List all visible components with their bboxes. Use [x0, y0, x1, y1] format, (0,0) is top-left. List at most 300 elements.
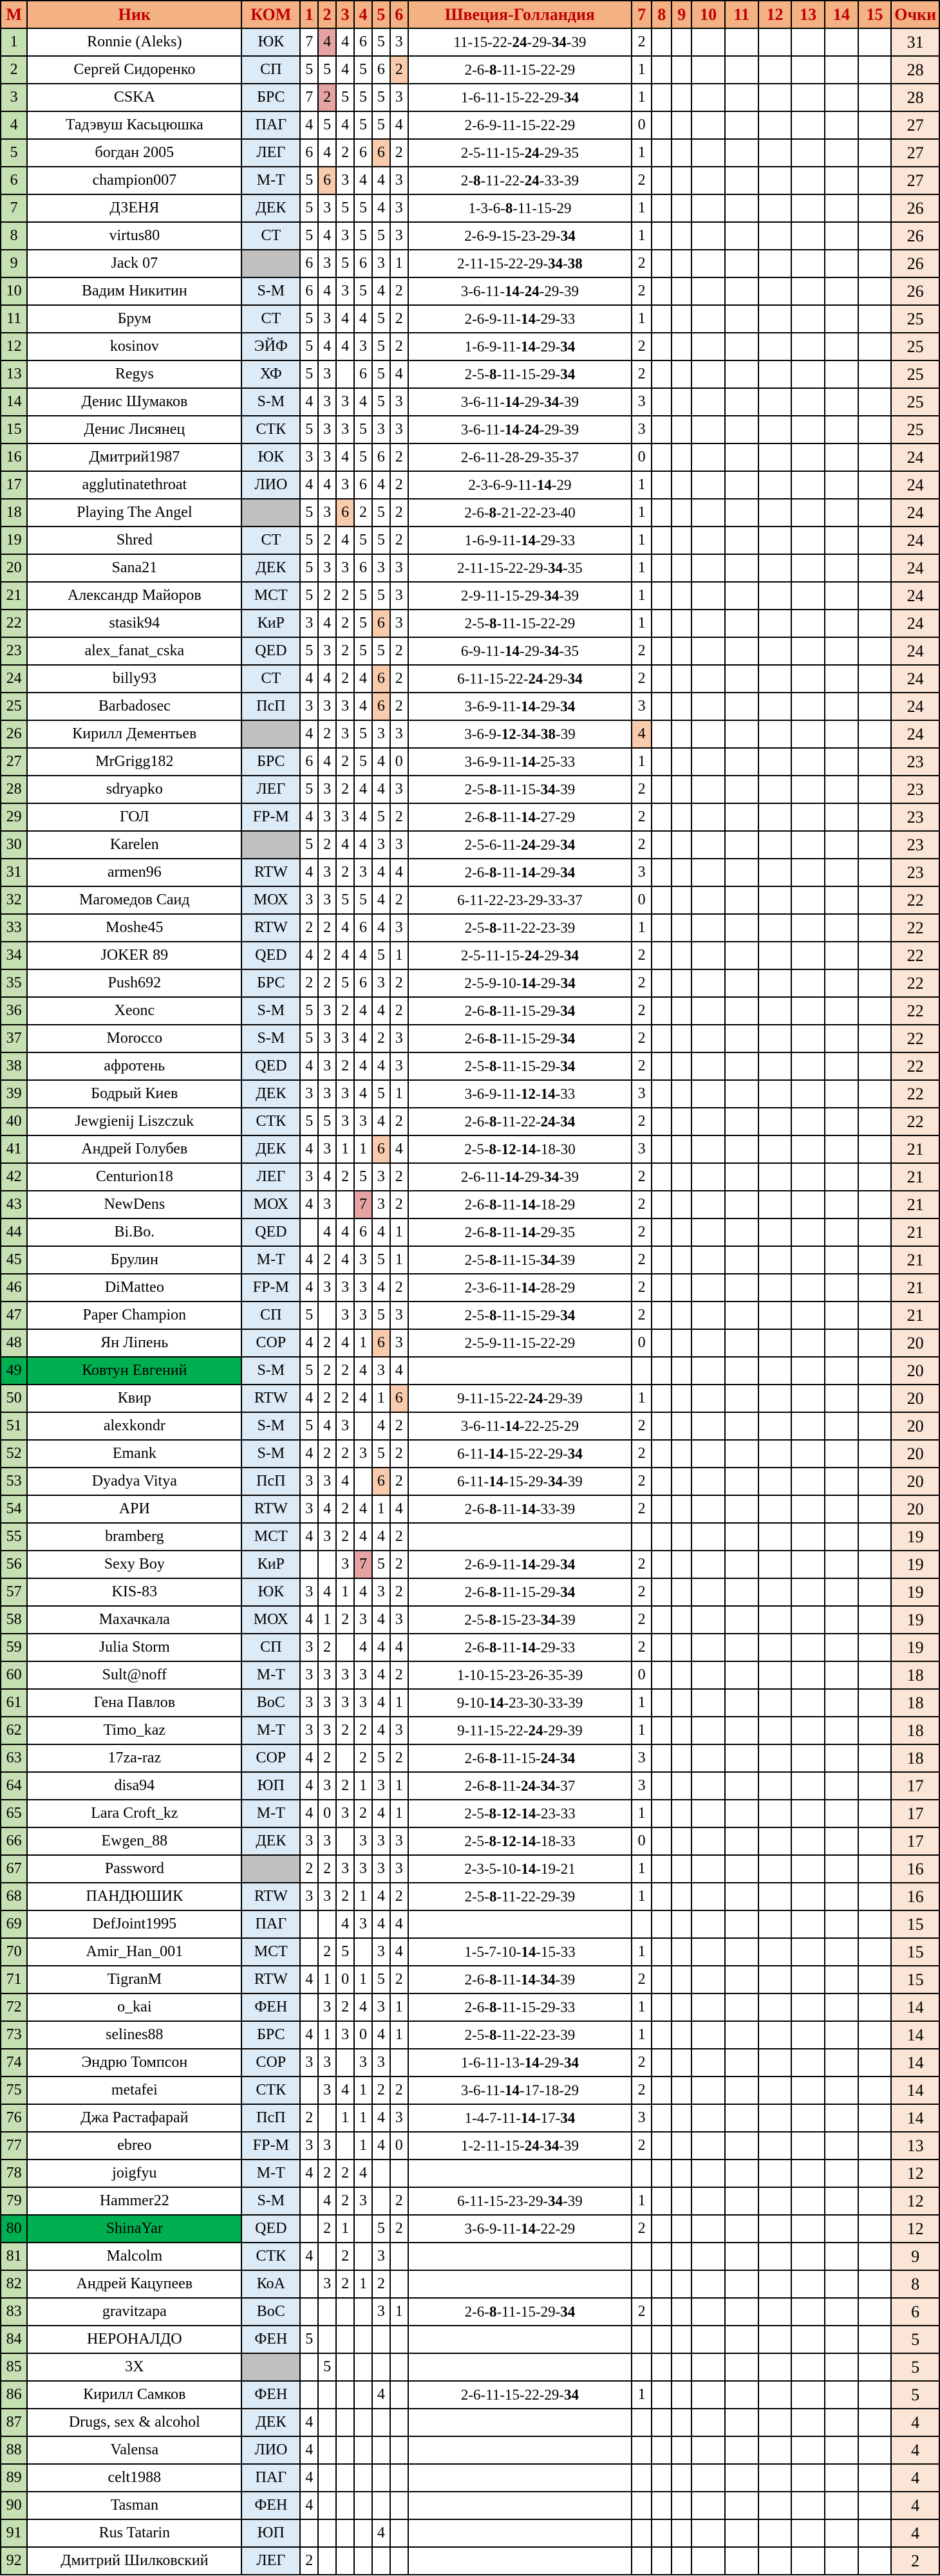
- round-7-cell: 2: [632, 1025, 652, 1052]
- table-row: [1, 1329, 939, 1357]
- prediction-number: 8: [489, 1972, 497, 1988]
- round-3-cell: 2: [336, 1357, 354, 1385]
- round-6-cell: 2: [390, 1578, 408, 1606]
- prediction-number: 2: [464, 311, 473, 327]
- round-11-cell: [725, 1966, 758, 1993]
- round-9-cell: [672, 610, 691, 637]
- round-12-cell: [758, 1163, 792, 1191]
- round-6-cell: 2: [390, 2077, 408, 2104]
- round-3-cell: 5: [336, 886, 354, 914]
- match-prediction-cell: [408, 859, 632, 886]
- prediction-separator: -: [539, 449, 545, 465]
- prediction-separator: -: [484, 1335, 489, 1351]
- prediction-separator: -: [516, 615, 521, 631]
- prediction-separator: -: [484, 1639, 489, 1656]
- round-10-cell: [691, 1523, 725, 1551]
- round-9-cell: [672, 1800, 691, 1827]
- round-3-cell: 2: [336, 637, 354, 665]
- prediction-separator: -: [543, 1722, 549, 1739]
- round-2-cell: [318, 2381, 336, 2409]
- round-10-cell: [691, 554, 725, 582]
- prediction-separator: -: [503, 892, 509, 908]
- prediction-number: 24: [540, 1750, 556, 1766]
- round-4-cell: 3: [354, 1302, 372, 1329]
- round-11-cell: [725, 333, 758, 360]
- round-2-cell: 2: [318, 720, 336, 748]
- prediction-separator: -: [516, 1307, 521, 1323]
- prediction-number: 14: [520, 1280, 536, 1296]
- prediction-separator: -: [472, 1252, 477, 1268]
- round-12-cell: [758, 1495, 792, 1523]
- round-12-cell: [758, 1578, 792, 1606]
- prediction-separator: -: [496, 726, 502, 742]
- prediction-number: 5: [473, 145, 481, 161]
- points-cell: 19: [891, 1578, 939, 1606]
- points-cell: 26: [891, 277, 939, 305]
- prediction-number: 5: [476, 1889, 485, 1905]
- round-6-cell: 2: [390, 1274, 408, 1302]
- round-10-cell: [691, 1772, 725, 1800]
- match-prediction-cell: [408, 1910, 632, 1938]
- round-1-cell: 4: [300, 942, 318, 969]
- prediction-number: 39: [560, 1972, 576, 1988]
- round-5-cell: 4: [372, 1883, 390, 1910]
- prediction-number: 11: [502, 2221, 516, 2237]
- round-1-cell: 4: [300, 1440, 318, 1468]
- nick-cell: Брулин: [27, 1246, 241, 1274]
- prediction-number: 9: [489, 975, 497, 991]
- table-row: [1, 250, 939, 277]
- round-10-cell: [691, 1302, 725, 1329]
- round-11-cell: [725, 1910, 758, 1938]
- round-7-cell: [632, 1523, 652, 1551]
- prediction-number: 29: [540, 1999, 556, 2015]
- round-9-cell: [672, 1246, 691, 1274]
- round-15-cell: [858, 1883, 892, 1910]
- round-7-cell: 2: [632, 1468, 652, 1495]
- round-3-cell: 3: [336, 1302, 354, 1329]
- round-7-cell: [632, 2160, 652, 2187]
- place-cell: 9: [1, 250, 27, 277]
- round-4-cell: 4: [354, 1634, 372, 1661]
- round-11-cell: [725, 1274, 758, 1302]
- prediction-separator: -: [535, 117, 541, 133]
- round-1-cell: [300, 2519, 318, 2547]
- round-13-cell: [791, 1717, 825, 1744]
- round-12-cell: [758, 1800, 792, 1827]
- round-14-cell: [825, 360, 858, 388]
- round-7-cell: 2: [632, 2049, 652, 2077]
- prediction-number: 39: [564, 283, 579, 299]
- match-prediction-cell: [408, 111, 632, 139]
- round-11-cell: [725, 1495, 758, 1523]
- match-prediction-cell: [408, 1191, 632, 1218]
- round-9-cell: [672, 1717, 691, 1744]
- prediction-separator: -: [472, 1197, 477, 1213]
- prediction-number: 3: [464, 698, 473, 714]
- prediction-separator: -: [516, 1501, 521, 1517]
- prediction-number: 15: [520, 1750, 536, 1766]
- round-10-cell: [691, 443, 725, 471]
- match-prediction-cell: [408, 1689, 632, 1717]
- prediction-number: 29: [544, 947, 559, 964]
- prediction-number: 5: [476, 1944, 484, 1960]
- round-14-cell: [825, 776, 858, 803]
- prediction-number: 12: [501, 726, 516, 742]
- table-row: [1, 720, 939, 748]
- place-cell: 12: [1, 333, 27, 360]
- round-9-cell: [672, 1772, 691, 1800]
- round-7-cell: 2: [632, 1246, 652, 1274]
- prediction-number: 22: [508, 1390, 523, 1406]
- prediction-number: 29: [540, 698, 556, 714]
- table-row: [1, 2077, 939, 2104]
- prediction-number: 6: [457, 892, 465, 908]
- round-10-cell: [691, 2021, 725, 2049]
- round-9-cell: [672, 1052, 691, 1080]
- match-prediction-cell: [408, 2243, 632, 2270]
- round-4-cell: [354, 2381, 372, 2409]
- round-2-cell: 2: [318, 1246, 336, 1274]
- prediction-number: 39: [564, 2138, 579, 2154]
- round-6-cell: 1: [390, 2021, 408, 2049]
- round-10-cell: [691, 1938, 725, 1966]
- prediction-separator: -: [516, 1003, 521, 1019]
- prediction-number: 29: [564, 1418, 579, 1434]
- round-10-cell: [691, 56, 725, 84]
- prediction-number: 14: [520, 754, 536, 770]
- table-row: [1, 56, 939, 84]
- match-prediction-cell: [408, 222, 632, 250]
- match-prediction-cell: [408, 1883, 632, 1910]
- round-1-cell: 5: [300, 554, 318, 582]
- round-9-cell: [672, 637, 691, 665]
- round-4-cell: 5: [354, 277, 372, 305]
- round-8-cell: [652, 388, 672, 416]
- prediction-separator: -: [535, 837, 541, 853]
- prediction-separator: -: [496, 1197, 502, 1213]
- prediction-number: 29: [540, 1224, 556, 1240]
- prediction-separator: -: [468, 422, 474, 438]
- round-7-cell: 0: [632, 111, 652, 139]
- prediction-separator: -: [472, 920, 477, 936]
- round-2-cell: 2: [318, 84, 336, 111]
- round-3-cell: 2: [336, 2243, 354, 2270]
- team-cell: ПАГ: [241, 1910, 300, 1938]
- round-8-cell: [652, 2104, 672, 2132]
- team-cell: ЛЕГ: [241, 776, 300, 803]
- prediction-number: 2: [464, 615, 473, 631]
- round-13-cell: [791, 111, 825, 139]
- prediction-number: 39: [564, 173, 579, 189]
- round-14-cell: [825, 2215, 858, 2243]
- round-10-cell: [691, 2353, 725, 2381]
- round-4-cell: 5: [354, 582, 372, 610]
- round-7-cell: 2: [632, 1606, 652, 1634]
- round-9-cell: [672, 167, 691, 194]
- round-10-cell: [691, 693, 725, 720]
- prediction-number: 29: [524, 449, 540, 465]
- prediction-number: 29: [548, 671, 563, 687]
- prediction-separator: -: [523, 1390, 529, 1406]
- prediction-number: 15: [505, 2138, 520, 2154]
- round-8-cell: [652, 1025, 672, 1052]
- prediction-separator: -: [523, 256, 529, 272]
- round-13-cell: [791, 1357, 825, 1385]
- round-5-cell: 1: [372, 1495, 390, 1523]
- round-6-cell: 2: [390, 886, 408, 914]
- round-11-cell: [725, 277, 758, 305]
- round-7-cell: 1: [632, 2187, 652, 2215]
- place-cell: 52: [1, 1440, 27, 1468]
- round-15-cell: [858, 1800, 892, 1827]
- prediction-number: 2: [464, 1501, 473, 1517]
- place-cell: 68: [1, 1883, 27, 1910]
- prediction-number: 39: [564, 394, 579, 410]
- prediction-number: 12: [501, 1833, 516, 1849]
- prediction-number: 11: [518, 477, 532, 493]
- header-round-4: 4: [354, 1, 372, 28]
- round-14-cell: [825, 1966, 858, 1993]
- nick-cell: alex_fanat_cska: [27, 637, 241, 665]
- round-13-cell: [791, 1080, 825, 1108]
- table-row: [1, 610, 939, 637]
- prediction-number: 1: [464, 1944, 472, 1960]
- round-14-cell: [825, 1163, 858, 1191]
- round-1-cell: 4: [300, 1744, 318, 1772]
- round-11-cell: [725, 942, 758, 969]
- prediction-separator: -: [535, 1889, 541, 1905]
- round-1-cell: 5: [300, 1108, 318, 1135]
- prediction-separator: -: [480, 2055, 486, 2071]
- prediction-separator: -: [520, 947, 525, 964]
- round-2-cell: [318, 2409, 336, 2436]
- round-4-cell: 3: [354, 1827, 372, 1855]
- round-3-cell: 3: [336, 1661, 354, 1689]
- round-6-cell: 3: [390, 776, 408, 803]
- prediction-separator: -: [520, 173, 525, 189]
- prediction-number: 29: [544, 2387, 559, 2403]
- round-15-cell: [858, 2381, 892, 2409]
- round-5-cell: 4: [372, 886, 390, 914]
- prediction-number: 6: [473, 2387, 481, 2403]
- round-4-cell: 1: [354, 1135, 372, 1163]
- prediction-number: 33: [560, 1944, 576, 1960]
- place-cell: 4: [1, 111, 27, 139]
- round-6-cell: 3: [390, 1606, 408, 1634]
- table-row: [1, 1274, 939, 1302]
- round-2-cell: 2: [318, 1938, 336, 1966]
- round-1-cell: 3: [300, 1689, 318, 1717]
- round-9-cell: [672, 139, 691, 167]
- team-cell: ЛИО: [241, 2436, 300, 2464]
- round-6-cell: 3: [390, 1717, 408, 1744]
- round-6-cell: 3: [390, 388, 408, 416]
- round-1-cell: [300, 2215, 318, 2243]
- round-8-cell: [652, 1551, 672, 1578]
- prediction-number: 2: [464, 1224, 473, 1240]
- round-3-cell: 2: [336, 1772, 354, 1800]
- place-cell: 73: [1, 2021, 27, 2049]
- prediction-number: 6: [476, 228, 484, 244]
- prediction-separator: -: [496, 920, 502, 936]
- round-12-cell: [758, 2326, 792, 2353]
- round-12-cell: [758, 914, 792, 942]
- round-15-cell: [858, 28, 892, 56]
- team-cell: СП: [241, 56, 300, 84]
- prediction-number: 33: [544, 173, 559, 189]
- prediction-number: 8: [489, 1639, 497, 1656]
- round-1-cell: 3: [300, 1495, 318, 1523]
- round-7-cell: 3: [632, 1772, 652, 1800]
- prediction-number: 15: [520, 1335, 536, 1351]
- round-9-cell: [672, 499, 691, 527]
- round-6-cell: 2: [390, 1191, 408, 1218]
- match-prediction-cell: [408, 2077, 632, 2104]
- prediction-number: 2: [464, 1999, 473, 2015]
- place-cell: 11: [1, 305, 27, 333]
- round-10-cell: [691, 637, 725, 665]
- round-12-cell: [758, 1827, 792, 1855]
- nick-cell: Emank: [27, 1440, 241, 1468]
- round-3-cell: 4: [336, 1246, 354, 1274]
- round-8-cell: [652, 499, 672, 527]
- prediction-number: 11: [502, 117, 516, 133]
- prediction-separator: -: [484, 1667, 489, 1683]
- round-13-cell: [791, 2077, 825, 2104]
- round-14-cell: [825, 2436, 858, 2464]
- table-row: [1, 1578, 939, 1606]
- prediction-separator: -: [500, 2387, 505, 2403]
- prediction-separator: -: [555, 1584, 561, 1600]
- round-15-cell: [858, 637, 892, 665]
- prediction-number: 11: [485, 588, 500, 604]
- prediction-separator: -: [555, 1197, 561, 1213]
- round-3-cell: [336, 2326, 354, 2353]
- prediction-separator: -: [484, 1722, 489, 1739]
- prediction-separator: -: [523, 2193, 529, 2209]
- round-14-cell: [825, 1578, 858, 1606]
- prediction-number: 15: [489, 1722, 504, 1739]
- prediction-separator: -: [516, 1861, 522, 1877]
- round-2-cell: 2: [318, 1329, 336, 1357]
- prediction-separator: -: [484, 1944, 489, 1960]
- round-5-cell: 4: [372, 1108, 390, 1135]
- round-3-cell: 4: [336, 28, 354, 56]
- prediction-separator: -: [563, 2193, 568, 2209]
- round-8-cell: [652, 1191, 672, 1218]
- round-15-cell: [858, 1578, 892, 1606]
- round-4-cell: 4: [354, 1495, 372, 1523]
- round-15-cell: [858, 1191, 892, 1218]
- match-prediction-cell: [408, 1661, 632, 1689]
- prediction-number: 29: [540, 1584, 556, 1600]
- nick-cell: Ewgen_88: [27, 1827, 241, 1855]
- place-cell: 16: [1, 443, 27, 471]
- round-10-cell: [691, 1966, 725, 1993]
- team-cell: [241, 499, 300, 527]
- prediction-separator: -: [555, 1639, 561, 1656]
- points-cell: 20: [891, 1385, 939, 1412]
- round-12-cell: [758, 1523, 792, 1551]
- prediction-separator: -: [472, 1972, 477, 1988]
- team-cell: S-M: [241, 1025, 300, 1052]
- round-4-cell: 3: [354, 1689, 372, 1717]
- prediction-separator: -: [559, 394, 565, 410]
- round-15-cell: [858, 2353, 892, 2381]
- prediction-separator: -: [535, 1224, 541, 1240]
- round-13-cell: [791, 1883, 825, 1910]
- prediction-separator: -: [520, 449, 525, 465]
- round-6-cell: [390, 2243, 408, 2270]
- round-10-cell: [691, 859, 725, 886]
- prediction-separator: -: [516, 1141, 522, 1157]
- round-4-cell: 5: [354, 637, 372, 665]
- round-1-cell: 4: [300, 1274, 318, 1302]
- points-cell: 23: [891, 803, 939, 831]
- prediction-number: 2: [464, 1584, 473, 1600]
- prediction-separator: -: [555, 1252, 561, 1268]
- round-9-cell: [672, 111, 691, 139]
- prediction-number: 2: [464, 1639, 473, 1656]
- round-10-cell: [691, 1661, 725, 1689]
- round-8-cell: [652, 1385, 672, 1412]
- round-12-cell: [758, 637, 792, 665]
- prediction-separator: -: [535, 311, 541, 327]
- round-4-cell: 3: [354, 1440, 372, 1468]
- round-5-cell: 2: [372, 2270, 390, 2298]
- prediction-separator: -: [516, 809, 521, 825]
- prediction-separator: -: [484, 2221, 489, 2237]
- round-2-cell: 4: [318, 277, 336, 305]
- prediction-separator: -: [496, 1999, 502, 2015]
- prediction-separator: -: [484, 1058, 489, 1074]
- round-6-cell: 4: [390, 1910, 408, 1938]
- prediction-number: 3: [476, 1280, 485, 1296]
- prediction-number: 15: [501, 1612, 516, 1628]
- round-8-cell: [652, 527, 672, 554]
- round-10-cell: [691, 1578, 725, 1606]
- round-11-cell: [725, 2298, 758, 2326]
- prediction-number: 34: [541, 1612, 556, 1628]
- round-5-cell: 6: [372, 610, 390, 637]
- nick-cell: Karelen: [27, 831, 241, 859]
- round-12-cell: [758, 2132, 792, 2160]
- round-2-cell: [318, 2104, 336, 2132]
- round-3-cell: 1: [336, 2215, 354, 2243]
- prediction-number: 15: [520, 1584, 536, 1600]
- round-3-cell: 2: [336, 997, 354, 1025]
- prediction-separator: -: [484, 1446, 489, 1462]
- prediction-number: 34: [544, 394, 559, 410]
- place-cell: 5: [1, 139, 27, 167]
- prediction-number: 34: [564, 2055, 579, 2071]
- prediction-number: 6: [476, 809, 485, 825]
- round-4-cell: 4: [354, 1578, 372, 1606]
- prediction-separator: -: [484, 366, 489, 382]
- round-1-cell: 5: [300, 333, 318, 360]
- prediction-separator: -: [520, 283, 525, 299]
- prediction-separator: -: [496, 864, 502, 881]
- round-12-cell: [758, 305, 792, 333]
- round-7-cell: 1: [632, 499, 652, 527]
- match-prediction-cell: [408, 1052, 632, 1080]
- prediction-number: 15: [541, 1944, 556, 1960]
- round-11-cell: [725, 1357, 758, 1385]
- prediction-number: 29: [544, 283, 559, 299]
- round-15-cell: [858, 111, 892, 139]
- prediction-number: 7: [489, 2110, 497, 2126]
